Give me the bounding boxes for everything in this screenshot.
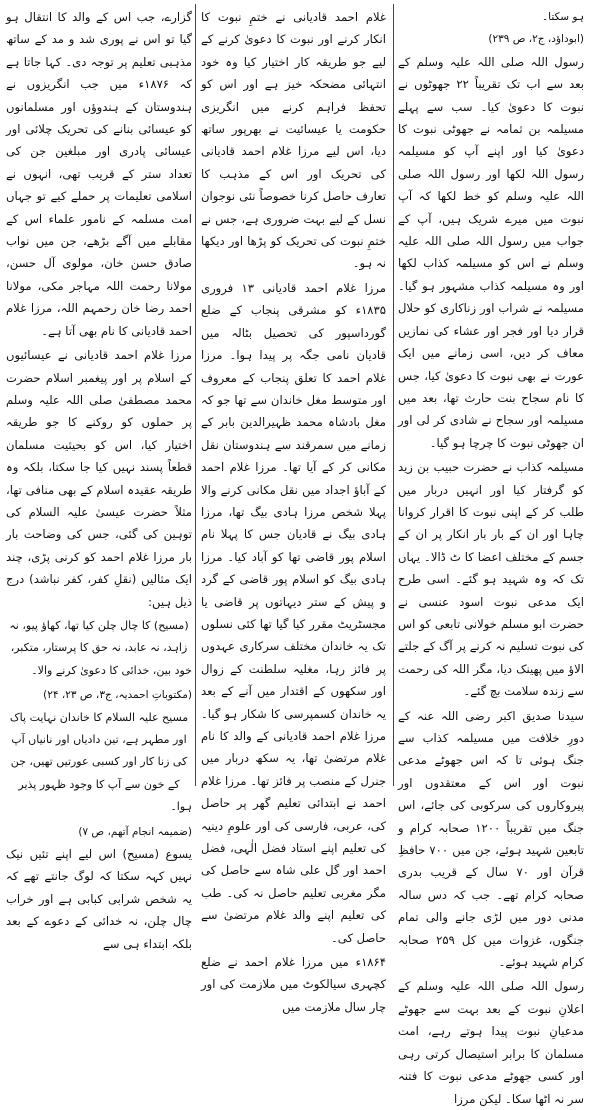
paragraph: مرزا غلام احمد قادیانی نے عیسائیوں کے اسلام پر اور پیغمبر اسلام حضرت محمد مصطفیٰ صلی اللہ علیہ وسلم پر حملوں کو روکنے کا جو طریقہ اختیار کیا، اس کو بحیثیت مسلمان قطعاً پسند نہیں کیا جا سکتا، بلکہ وہ طریقہ عقیدہ اسلام کے بھی منافی تھا، مثلاً حضرت عیسیٰ علیہ السلام کی توہین کی گئی، جس کی وضاحت بار بار مرزا غلام احمد کو کرنی پڑی، چند ایک مثالیں (نقلِ کفر، کفر نباشد) درج ذیل ہیں: bbox=[6, 348, 192, 609]
column-divider bbox=[195, 4, 196, 786]
quotation: یسوع (مسیح) اس لیے اپنے تئیں نیک نہیں کہہ سکتا کہ لوگ جانتے تھے کہ یہ شخص شرابی کبابی ہے اور خراب چال چلن، نہ خدائی کے دعوے کے بعد بلکہ ابتداء ہی سے bbox=[6, 847, 192, 951]
text-column-middle bbox=[201, 6, 386, 1014]
paragraph: مرزا غلام احمد قادیانی ۱۳ فروری ۱۸۳۵ء کو مشرقی پنجاب کے ضلع گورداسپور کی تحصیل بٹالہ میں قادیان نامی جگہ پر پیدا ہوا۔ مرزا غلام احمد کا تعلق پنجاب کے معروف اور متوسط مغل خاندان سے تھا جو کہ مغل بادشاہ محمد ظہیرالدین بابر کے زمانے میں سمرقند سے ہندوستان نقل مکانی کر کے آیا تھا۔ مرزا غلام احمد کے آباؤ اجداد میں نقل مکانی کرنے والا پہلا شخص مرزا ہادی بیگ تھا، مرزا ہادی بیگ نے قادیان جس کا پہلا نام اسلام پور قاضی تھا کو آباد کیا۔ مرزا ہادی بیگ کو اسلام پور قاضی کے گرد و پیش کے ستر دیہاتوں پر قاضی یا مجسٹریٹ مقرر کیا گیا تھا کئی نسلوں تک یہ خاندان مختلف سرکاری عہدوں پر فائز رہا، مغلیہ سلطنت کے زوال اور سکھوں کے اقتدار میں آنے کے بعد یہ خاندان کسمپرسی کا شکار ہو گیا۔ مرزا غلام احمد قادیانی کے والد کا نام غلام مرتضیٰ تھا، یہ سکھ دربار میں جنرل کے منصب پر فائز تھا۔ مرزا غلام احمد نے ابتدائی تعلیم گھر پر حاصل کی، عربی، فارسی کی اور علومِ دینیہ کی تعلیم اپنے استاد فضل الٰہی، فضل احمد اور گل علی شاہ سے حاصل کی مگر مغربی تعلیم حاصل نہ کی۔ طب کی تعلیم اپنے والد غلام مرتضیٰ سے حاصل کی۔ bbox=[201, 280, 386, 945]
citation: (مکتوباتِ احمدیہ، ج۳، ص ۲۳، ۲۴) bbox=[43, 689, 192, 702]
paragraph: مسیلمہ کذاب نے حضرت حبیب بن زید کو گرفتار کیا اور انہیں دربار میں طلب کر کے اپنی نبوت کا اقرار کروانا چاہا اور ان کے بار بار انکار پر ان کے جسم کے مختلف اعضا کا ٹ ڈالا۔ یہاں تک کہ وہ شہید ہو گئے۔ اسی طرح ایک مدعی نبوت اسود عنسی نے حضرت ابو مسلم خولانی تابعی کو اس کی نبوت تسلیم نہ کرنے پر آگ کے جلتے الاؤ میں پھینک دیا، مگر اللہ کی رحمت سے زندہ سلامت بچ گئے۔ bbox=[398, 460, 584, 699]
paragraph: رسول اللہ صلی اللہ علیہ وسلم کے بعد سے اب تک تقریباً ۲۲ جھوٹوں نے نبوت کا دعویٰ کیا۔ سب سے پہلے مسیلمہ بن ثمامہ نے جھوٹی نبوت کا دعویٰ کیا اور اپنے آپ کو مسیلمہ رسول اللہ لکھا اور رسول اللہ صلی اللہ علیہ وسلم کو خط لکھا کہ آپ نبوت میں میرے شریک ہیں، آپ کے جواب میں رسول اللہ صلی اللہ علیہ وسلم نے اس کو مسیلمہ کذاب لکھا اور وہ مسیلمہ کذاب مشہور ہو گیا۔ مسیلمہ نے شراب اور زناکاری کو حلال قرار دیا اور فجر اور عشاء کی نمازیں معاف کر دیں، اسی زمانے میں ایک عورت نے بھی نبوت کا دعویٰ کیا، جس کا نام سجاح بنت حارث تھا، بعد میں مسیلمہ اور سجاح نے شادی کر لی اور ان جھوٹی نبوت کا چرچا ہو گیا۔ bbox=[398, 54, 584, 450]
quote-ending: ہو سکتا۔ bbox=[541, 11, 584, 23]
text-column-left bbox=[6, 6, 192, 951]
text-column-right bbox=[398, 6, 585, 1106]
paragraph: رسول اللہ صلی اللہ علیہ وسلم کے اعلانِ نبوت کے بعد بہت سے جھوٹے مدعیانِ نبوت پیدا ہوتے رہے، امت مسلمان کا برابر استیصال کرتی رہی اور کسی جھوٹے مدعی نبوت کا فتنہ سر نہ اٹھا سکا۔ لیکن مرزا bbox=[398, 979, 584, 1106]
paragraph: گزارے، جب اس کے والد کا انتقال ہو گیا تو اس نے پوری شد و مد کے ساتھ مذہبی تعلیم پر توجہ دی۔ کہا جاتا ہے کہ ۱۸۷۶ء میں جب انگریزوں نے ہندوستان کے ہندوؤں اور مسلمانوں کو عیسائی بنانے کی تحریک چلائی اور عیسائی پادری اور مبلغین جن کی تعداد ستر کے قریب تھی، انہوں نے اسلامی تعلیمات پر حملے کیے تو جہاں امت مسلمہ کے نامور علماء اس کے مقابلے میں آگے بڑھے، جن میں نواب صادق حسن خان، مولوی آل حسن، مولانا رحمت اللہ مہاجر مکی، مولانا احمد رضا خان رحمہم اللہ، مرزا غلام احمد قادیانی کا نام بھی آتا ہے۔ bbox=[6, 10, 192, 338]
paragraph: غلام احمد قادیانی نے ختمِ نبوت کا انکار کرنے اور نبوت کا دعویٰ کرنے کے لیے جو طریقہ کار اختیار کیا وہ خود انتہائی مضحکہ خیز ہے اور اس کو تحفظ فراہم کرنے میں انگریزی حکومت یا عیسائیت نے بھرپور ساتھ دیا، اس لیے مرزا غلام احمد قادیانی کی تحریک اور اس کے مذہب کا تعارف حاصل کرنا خصوصاً نئی نوجوان نسل کے لیے بہت ضروری ہے، جس نے ختمِ نبوت کی تحریک کو پڑھا اور دیکھا نہ ہو۔ bbox=[201, 10, 386, 271]
citation: (ضمیمہ انجام آتھم، ص ۷) bbox=[78, 825, 192, 838]
citation: (ابوداؤد، ج۲، ص ۲۳۹) bbox=[488, 33, 584, 46]
quotation: (مسیح) کا چال چلن کیا تھا، کھاؤ پیو، نہ زاہد، نہ عابد، نہ حق کا پرستار، متکبر، خود بین، خدائی کا دعویٰ کرنے والا۔ bbox=[9, 618, 192, 677]
paragraph: ۱۸۶۴ء میں مرزا غلام احمد نے ضلع کچہری سیالکوٹ میں ملازمت کی اور چار سال ملازمت میں bbox=[201, 955, 386, 1014]
quotation: مسیح علیہ السلام کا خاندان نہایت پاک اور مطہر ہے، تین دادیاں اور نانیاں آپ کی زنا کار اور کسبی عورتیں تھیں، جن کے خون سے آپ کا وجود ظہور پذیر ہوا۔ bbox=[9, 710, 192, 814]
paragraph: سیدنا صدیق اکبر رضی اللہ عنہ کے دورِ خلافت میں مسیلمہ کذاب سے جنگ ہوئی تا کہ اس جھوٹے مدعی نبوت اور اس کے معتقدوں اور پیروکاروں کی سرکوبی کی جائے، اس جنگ میں تقریباً ۱۲۰۰ صحابہ کرام و تابعین شہید ہوئے، جن میں ۷۰۰ حافظِ قرآن اور ۷۰ سال کے قریب بدری صحابہ کرام تھے۔ جب کہ دس سالہ مدنی دور میں لڑی جانے والی تمام جنگوں، غزوات میں کل ۲۵۹ صحابہ کرام شہید ہوئے۔ bbox=[398, 708, 585, 970]
column-divider bbox=[393, 4, 394, 786]
